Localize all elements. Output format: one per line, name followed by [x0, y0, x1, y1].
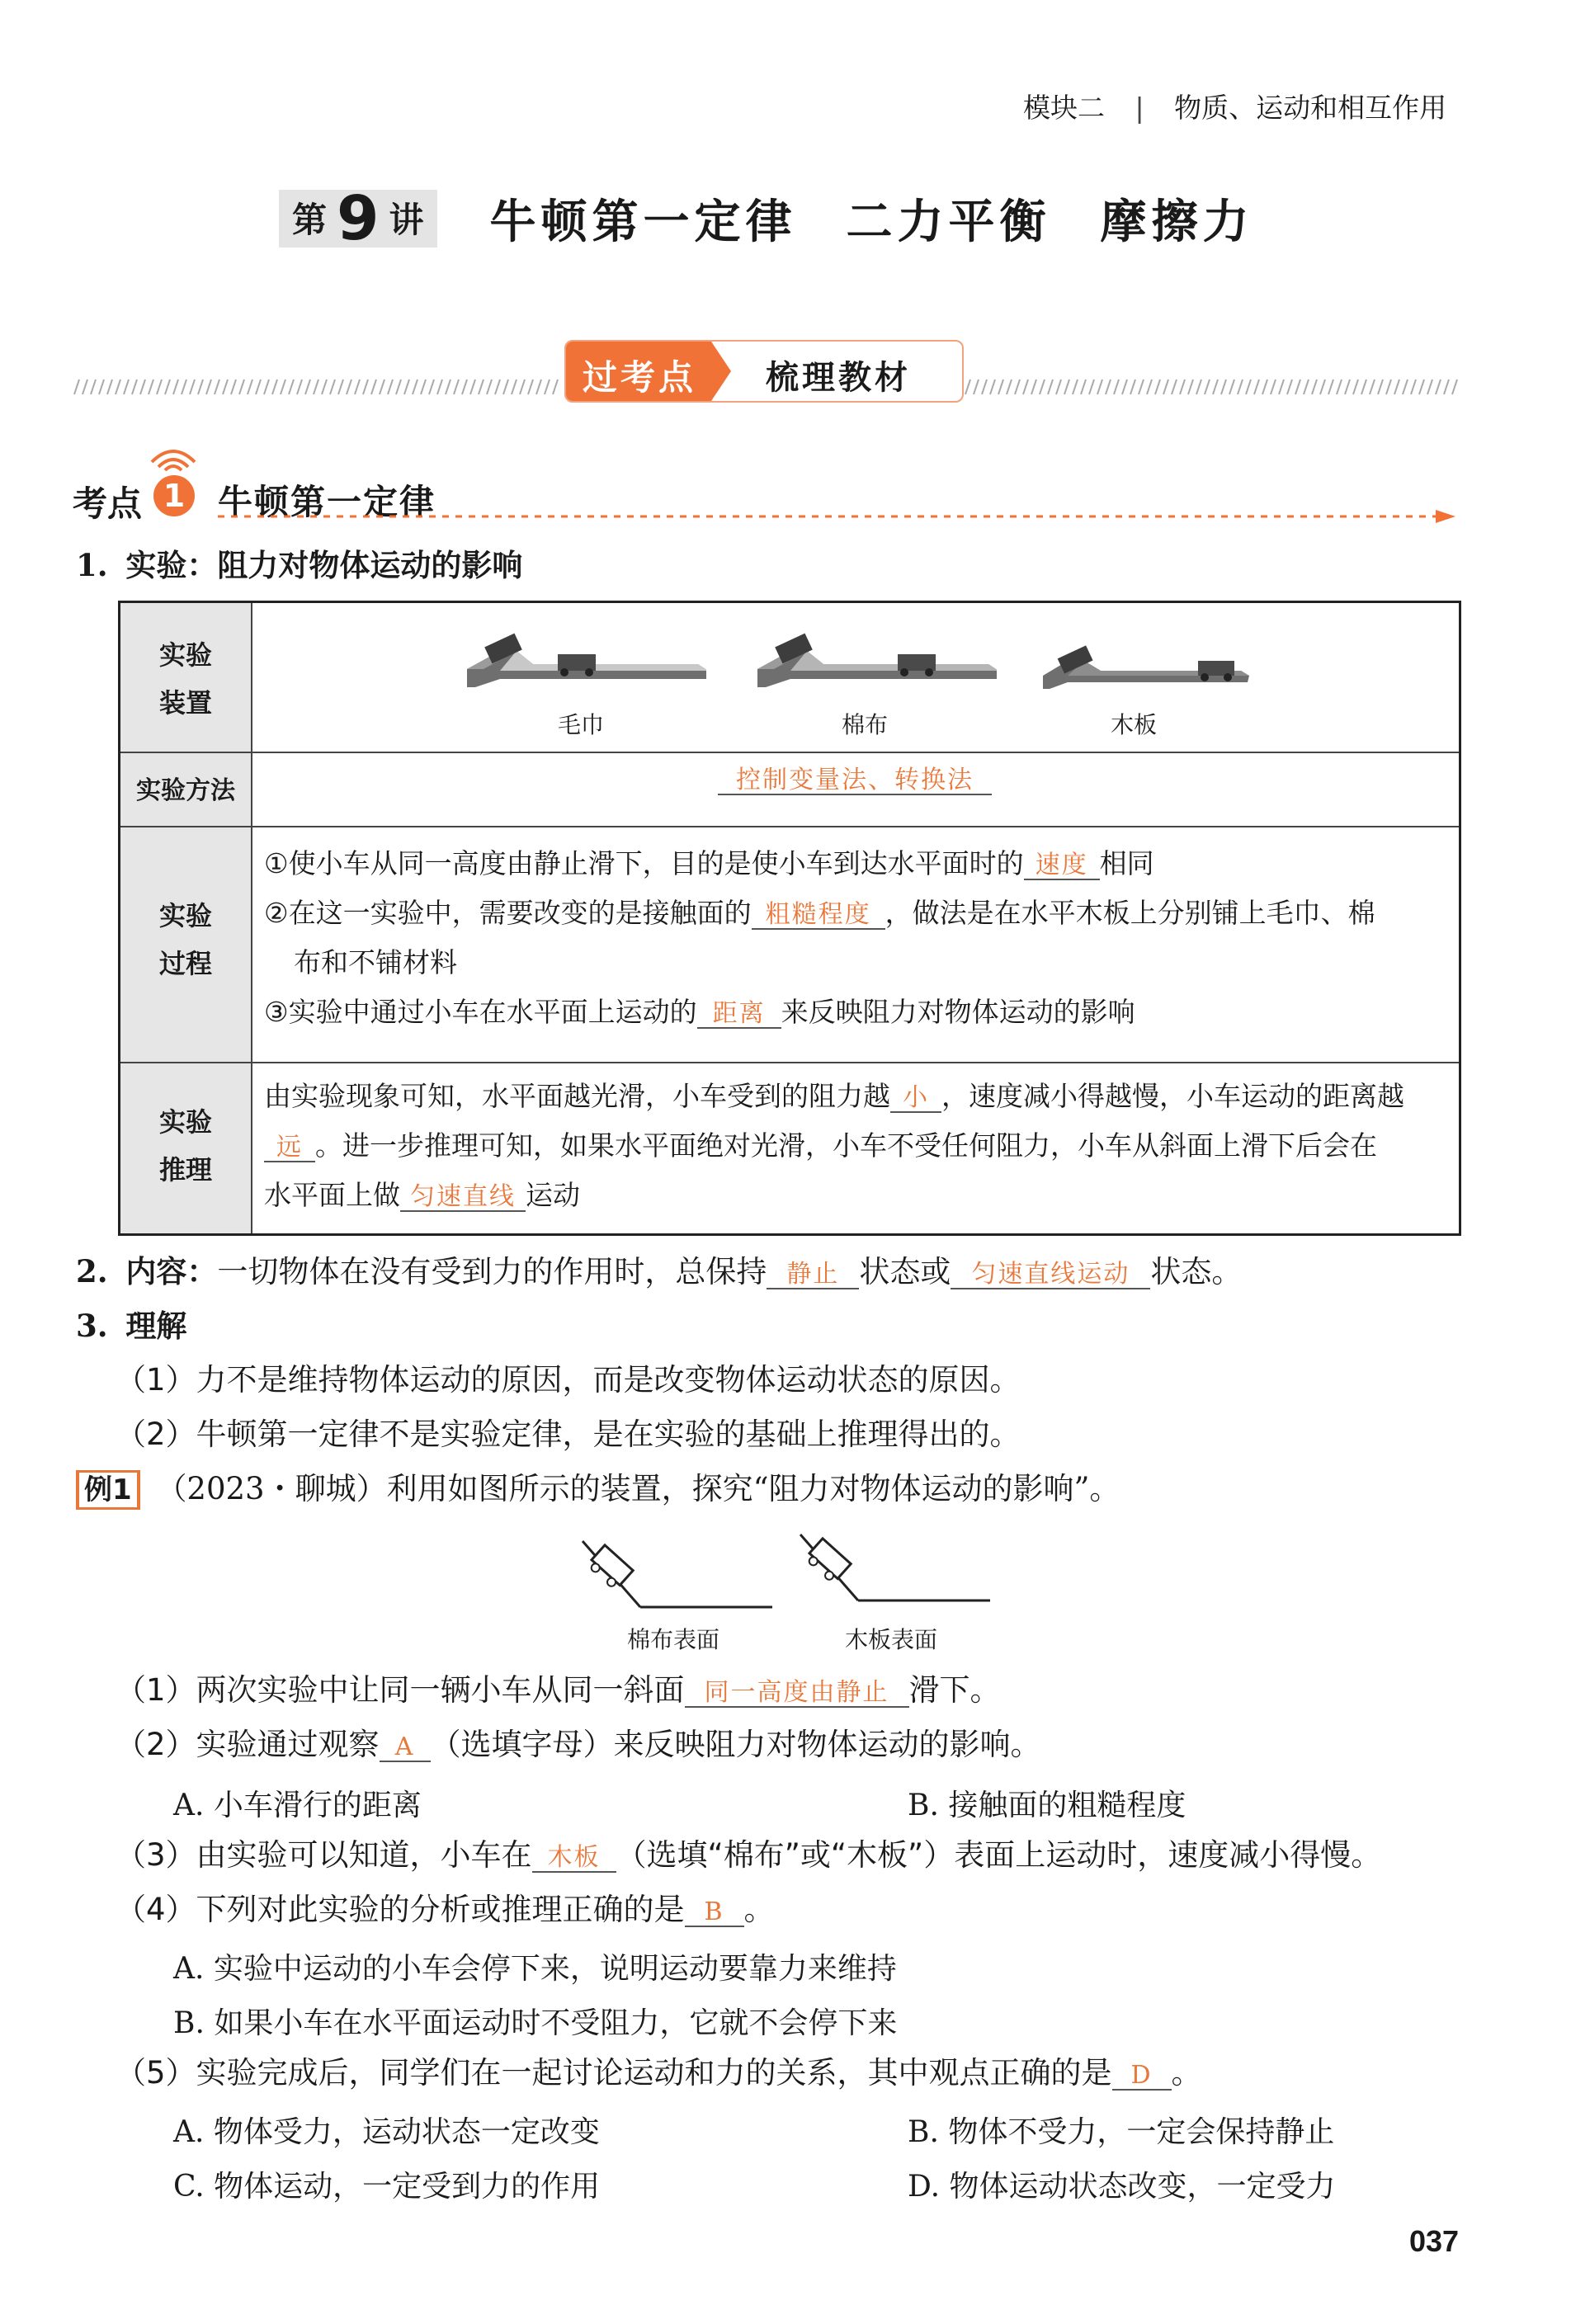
item3-label: 理解	[125, 1308, 187, 1344]
process-line-2	[264, 889, 1452, 938]
question-4	[116, 1891, 775, 1929]
inference-1-pre: 由实验现象可知，水平面越光滑，小车受到的阻力越	[264, 1080, 890, 1112]
row2-head: 实验方法	[136, 776, 235, 805]
question-5	[116, 2054, 1202, 2092]
process-1-post: 相同	[1099, 847, 1154, 879]
item2-label: 内容：	[125, 1254, 218, 1289]
process-line-3	[264, 988, 1452, 1037]
q4-pre: （4）下列对此实验的分析或推理正确的是	[116, 1892, 685, 1927]
q1-answer: 同一高度由静止	[685, 1679, 909, 1708]
kaodian-number-badge	[153, 475, 195, 516]
process-3-post: 来反映阻力对物体运动的影响	[781, 996, 1135, 1028]
figure-label-wood: 木板表面	[845, 1626, 938, 1653]
q5-option-b: B. 物体不受力，一定会保持静止	[908, 2115, 1335, 2149]
q2-option-b: B. 接触面的粗糙程度	[908, 1789, 1187, 1822]
kaodian-title: 牛顿第一定律	[218, 482, 436, 522]
table-row-divider-3	[120, 1062, 1459, 1063]
item2-answer-2: 匀速直线运动	[951, 1261, 1150, 1289]
apparatus-wood	[1043, 643, 1249, 695]
q1-pre: （1）两次实验中让同一辆小车从同一斜面	[116, 1672, 685, 1708]
q5-option-a: A. 物体受力，运动状态一定改变	[173, 2115, 600, 2149]
lecture-number-box	[279, 183, 437, 254]
kaodian-heading	[73, 470, 1459, 525]
kaodian-number: 1	[163, 478, 186, 514]
example-tag	[76, 1470, 140, 1510]
q2-post: （选填字母）来反映阻力对物体运动的影响。	[430, 1727, 1041, 1762]
surface-label-wood: 木板	[1111, 711, 1158, 738]
inference-1-answer: 小	[890, 1084, 941, 1113]
q4-option-b: B. 如果小车在水平面运动时不受阻力，它就不会停下来	[173, 2006, 898, 2040]
running-header	[1023, 87, 1446, 125]
row3-head-a: 实验	[158, 900, 212, 931]
title-topic-2: 二力平衡	[846, 196, 1051, 249]
row1-head	[120, 631, 251, 727]
q1-post: 滑下。	[908, 1672, 1001, 1708]
inference-2-answer: 远	[264, 1134, 315, 1162]
q4-post: 。	[743, 1892, 775, 1927]
row4-head	[120, 1098, 251, 1194]
method-answer: 控制变量法、转换法	[718, 766, 992, 795]
item1-heading	[76, 546, 522, 585]
inference-3-pre: 水平面上做	[264, 1179, 400, 1211]
row1-head-b: 装置	[158, 687, 212, 719]
process-line-1	[264, 839, 1452, 889]
process-2-post: ，做法是在水平木板上分别铺上毛巾、棉	[885, 897, 1375, 929]
inference-2-post: 。进一步推理可知，如果水平面绝对光滑，小车不受任何阻力，小车从斜面上滑下后会在	[315, 1129, 1377, 1162]
item2-answer-1: 静止	[767, 1261, 859, 1289]
banner-left-text: 过考点	[583, 357, 697, 398]
figure-cotton-surface	[578, 1533, 776, 1615]
item1-title: 实验：阻力对物体运动的影响	[125, 548, 523, 583]
title-topic-3: 摩擦力	[1100, 196, 1254, 249]
item1-num: 1.	[76, 547, 108, 583]
kaodian-label: 考点	[73, 483, 143, 524]
figure-wood-surface	[795, 1526, 993, 1609]
title-topic-1: 牛顿第一定律	[489, 196, 797, 249]
item3-num: 3.	[76, 1308, 108, 1344]
table-row-divider-2	[120, 826, 1459, 827]
section-label: 物质、运动和相互作用	[1174, 92, 1447, 124]
wifi-icon	[149, 445, 198, 475]
question-2	[116, 1726, 1041, 1764]
q4-answer: B	[685, 1898, 744, 1927]
inference-line-2	[264, 1121, 1452, 1171]
module-label: 模块二	[1023, 92, 1105, 124]
figure-label-cotton: 棉布表面	[627, 1626, 720, 1653]
lecture-title	[279, 183, 1254, 254]
lecture-number: 9	[337, 183, 380, 254]
process-line-2-cont: 布和不铺材料	[294, 946, 457, 978]
banner-right-text: 梳理教材	[766, 359, 911, 397]
inference-3-post: 运动	[526, 1179, 580, 1211]
row4-head-a: 实验	[158, 1106, 212, 1138]
q5-answer: D	[1112, 2062, 1172, 2091]
item3-line-2: （2）牛顿第一定律不是实验定律，是在实验的基础上推理得出的。	[116, 1417, 1021, 1452]
row4-head-b: 推理	[158, 1154, 212, 1186]
page-number: 037	[1409, 2224, 1460, 2258]
item2	[76, 1252, 1242, 1291]
surface-label-cotton: 棉布	[842, 711, 889, 738]
apparatus-cotton	[757, 628, 997, 694]
q2-pre: （2）实验通过观察	[116, 1727, 380, 1762]
example-tag-text: 例1	[84, 1473, 132, 1506]
question-3	[116, 1836, 1381, 1874]
q5-post: 。	[1171, 2055, 1202, 2091]
lecture-suffix: 讲	[389, 200, 424, 240]
process-2-answer: 粗糙程度	[752, 901, 885, 930]
inference-text	[264, 1072, 1452, 1220]
q5-option-c: C. 物体运动，一定受到力的作用	[173, 2170, 601, 2204]
item2-num: 2.	[76, 1253, 108, 1289]
header-separator: |	[1135, 92, 1144, 124]
apparatus-towel	[467, 628, 706, 694]
process-2-pre: ②在这一实验中，需要改变的是接触面的	[264, 897, 752, 929]
process-3-answer: 距离	[697, 1000, 781, 1029]
section-banner	[564, 340, 964, 403]
inference-3-answer: 匀速直线	[400, 1183, 526, 1212]
q2-option-a: A. 小车滑行的距离	[173, 1789, 422, 1822]
example-text: （2023・聊城）利用如图所示的装置，探究“阻力对物体运动的影响”。	[156, 1471, 1120, 1506]
kaodian-dashed-arrow	[218, 507, 1459, 526]
table-row-divider-1	[120, 752, 1459, 753]
item3-heading	[76, 1307, 186, 1346]
experiment-table	[118, 601, 1461, 1236]
inference-line-3	[264, 1171, 1452, 1220]
row2-answer-wrap	[251, 766, 1459, 795]
inference-line-1	[264, 1072, 1452, 1121]
lecture-prefix: 第	[292, 200, 328, 240]
item2-post: 状态。	[1150, 1254, 1243, 1289]
example-heading	[76, 1470, 1120, 1510]
q5-option-d: D. 物体运动状态改变，一定受力	[908, 2170, 1336, 2204]
surface-label-towel: 毛巾	[558, 711, 605, 738]
row3-head	[120, 892, 251, 988]
row3-head-b: 过程	[158, 948, 212, 979]
banner-hatch-right	[964, 378, 1459, 396]
q3-pre: （3）由实验可以知道，小车在	[116, 1837, 532, 1873]
process-text	[264, 839, 1452, 1037]
item3-line-1: （1）力不是维持物体运动的原因，而是改变物体运动状态的原因。	[116, 1362, 1021, 1398]
q3-post: （选填“棉布”或“木板”）表面上运动时，速度减小得慢。	[616, 1837, 1382, 1873]
process-1-pre: ①使小车从同一高度由静止滑下，目的是使小车到达水平面时的	[264, 847, 1024, 879]
item2-pre: 一切物体在没有受到力的作用时，总保持	[217, 1254, 767, 1289]
banner-hatch-left	[73, 378, 559, 396]
process-1-answer: 速度	[1024, 851, 1100, 880]
q5-pre: （5）实验完成后，同学们在一起讨论运动和力的关系，其中观点正确的是	[116, 2055, 1112, 2091]
row1-head-a: 实验	[158, 639, 212, 671]
q2-answer: A	[380, 1733, 431, 1762]
item2-mid: 状态或	[859, 1254, 951, 1289]
q3-answer: 木板	[532, 1844, 616, 1873]
inference-1-post: ，速度减小得越慢，小车运动的距离越	[941, 1080, 1404, 1112]
q4-option-a: A. 实验中运动的小车会停下来，说明运动要靠力来维持	[173, 1952, 897, 1986]
question-1	[116, 1671, 1001, 1709]
process-3-pre: ③实验中通过小车在水平面上运动的	[264, 996, 697, 1028]
